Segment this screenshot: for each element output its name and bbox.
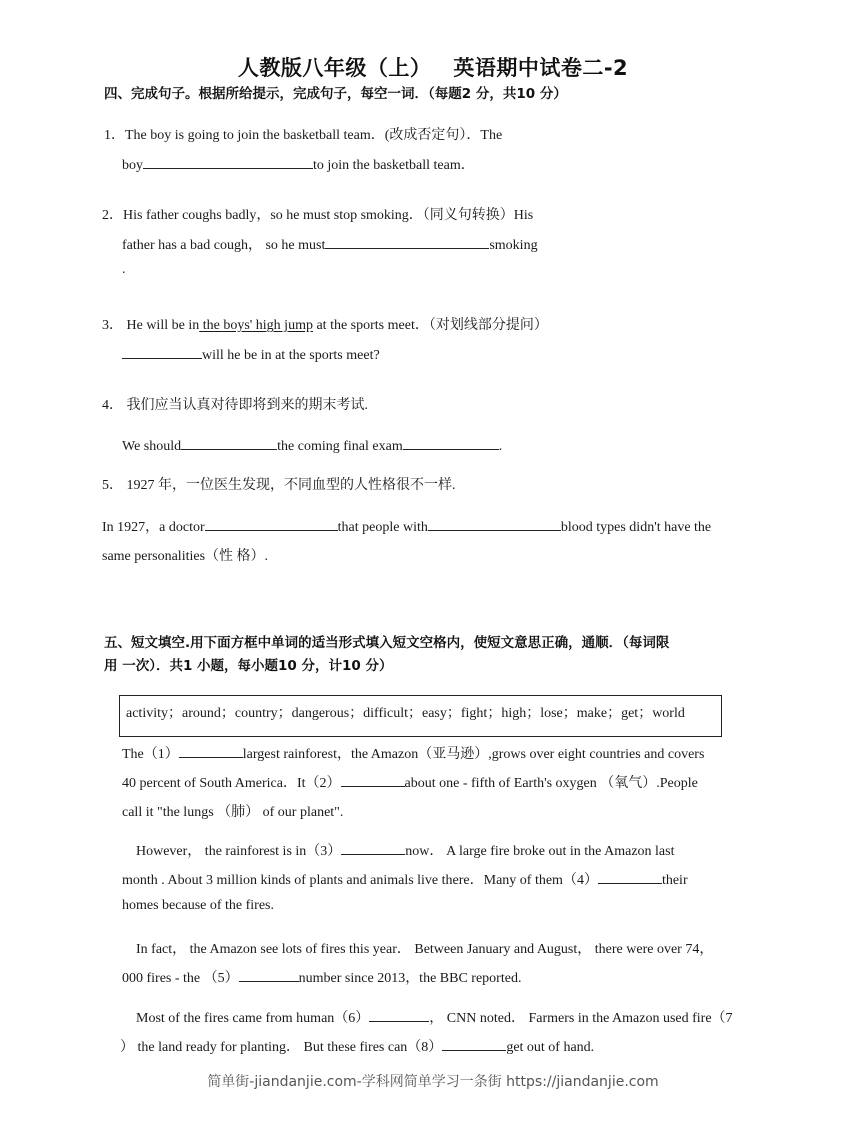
blank-3[interactable]	[341, 841, 405, 855]
passage-p1-line-3: call it "the lungs （肺） of our planet".	[122, 805, 344, 820]
passage-p2-line-1: However， the rainforest is in（3） now． A large fire broke out in the Amazon last	[136, 840, 674, 860]
passage-p3-line-2: 000 fires - the （5） number since 2013，the BBC reported.	[122, 967, 521, 987]
passage-p3-line-1: In fact， the Amazon see lots of fires this year． Between January and August， there were over 74，	[136, 942, 714, 957]
q5-answer-line: In 1927，a doctor that people with blood types didn't have the	[102, 516, 711, 536]
blank-5[interactable]	[239, 968, 299, 982]
q4-blank-1[interactable]	[181, 436, 277, 450]
section-5-heading-line-2: 用 一次）．共1 小题，每小题10 分，计10 分）	[104, 658, 393, 674]
section-4-heading: 四、完成句子。根据所给提示，完成句子，每空一词．（每题2 分，共10 分）	[104, 86, 567, 102]
q1-blank[interactable]	[143, 155, 313, 169]
page-title	[0, 52, 866, 82]
passage-p1-line-1: The（1） largest rainforest，the Amazon（亚马逊）,grows over eight countries and covers	[122, 743, 704, 763]
q5-blank-2[interactable]	[428, 517, 561, 531]
q4-answer-line: We should the coming final exam .	[122, 436, 502, 455]
q1-prompt: 1．The boy is going to join the basketball team．(改成否定句）．The	[104, 128, 503, 143]
passage-p1-line-2: 40 percent of South America．It（2） about one - fifth of Earth's oxygen （氧气）.People	[122, 772, 698, 792]
q3-answer-line: will he be in at the sports meet?	[122, 345, 380, 364]
q4-prompt: 4． 我们应当认真对待即将到来的期末考试.	[102, 398, 368, 413]
passage-p4-line-1: Most of the fires came from human（6） ， CNN noted． Farmers in the Amazon used fire（7	[136, 1007, 733, 1027]
q2-prompt: 2．His father coughs badly，so he must stop smoking．（同义句转换）His	[102, 208, 534, 223]
q5-blank-1[interactable]	[205, 517, 338, 531]
blank-6[interactable]	[369, 1008, 429, 1022]
footer-watermark: 简单街-jiandanjie.com-学科网简单学习一条街 https://jiandanjie.com	[207, 1074, 659, 1090]
blank-1[interactable]	[179, 744, 243, 758]
section-5-heading-line-1: 五、短文填空.用下面方框中单词的适当形式填入短文空格内，使短文意思正确，通顺．（每词限	[104, 635, 670, 651]
blank-2[interactable]	[341, 773, 405, 787]
q3-blank[interactable]	[122, 345, 202, 359]
q2-answer-line: father has a bad cough， so he must smoking	[122, 234, 538, 254]
passage-p2-line-3: homes because of the fires.	[122, 898, 274, 913]
q1-answer-line: boy to join the basketball team．	[122, 154, 475, 174]
title-part-2: 英语期中试卷二-2	[453, 56, 629, 80]
passage-p2-line-2: month . About 3 million kinds of plants and animals live there．Many of them（4） their	[122, 869, 688, 889]
q4-blank-2[interactable]	[403, 436, 499, 450]
title-part-1: 人教版八年级（上）	[237, 56, 432, 80]
blank-8[interactable]	[442, 1037, 506, 1051]
q3-underlined-phrase: the boys' high jump	[199, 318, 313, 333]
blank-4[interactable]	[598, 870, 662, 884]
q5-answer-line-2: same personalities（性 格）.	[102, 549, 269, 564]
q2-period: .	[122, 262, 126, 277]
q5-prompt: 5． 1927 年，一位医生发现，不同血型的人性格很不一样.	[102, 478, 456, 493]
passage-p4-line-2: ） the land ready for planting． But these fires can（8） get out of hand.	[120, 1036, 594, 1056]
q2-blank[interactable]	[325, 235, 489, 249]
word-bank-box	[119, 695, 722, 737]
q3-prompt: 3． He will be in the boys' high jump at the sports meet．（对划线部分提问）	[102, 318, 548, 333]
word-bank-list: activity；around；country；dangerous；difficult；easy；fight；high；lose；make；get；world	[126, 706, 685, 721]
